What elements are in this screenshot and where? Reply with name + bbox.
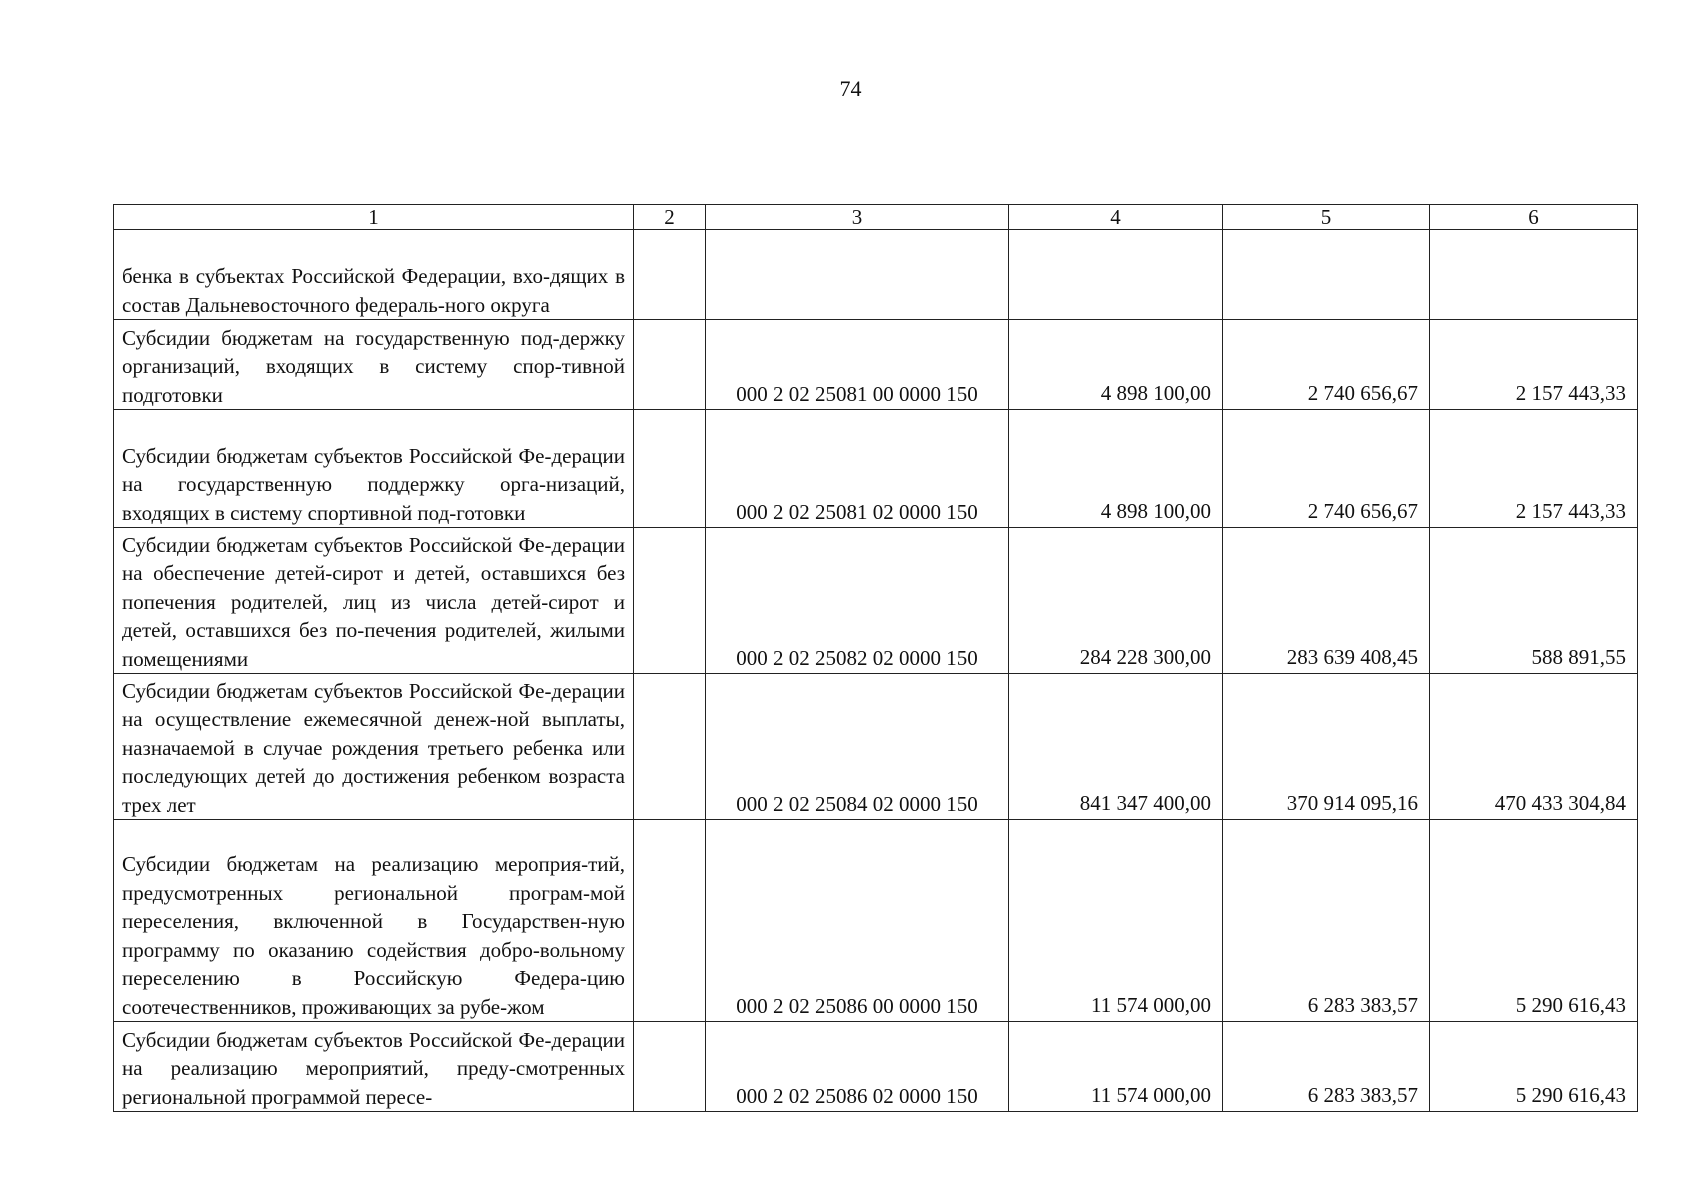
cell-col5: 2 740 656,67 <box>1223 320 1430 410</box>
table-row <box>114 528 1638 674</box>
column-header-6: 6 <box>1430 205 1638 230</box>
cell-col4: 284 228 300,00 <box>1009 528 1223 674</box>
column-header-5: 5 <box>1223 205 1430 230</box>
cell-name: Субсидии бюджетам субъектов Российской Фе-дерации на обеспечение детей-сирот и детей, оставшихся без попечения родителей, лиц из числа детей-сирот и детей, оставшихся без по-печения родителей, жилыми помещениями <box>114 528 634 674</box>
cell-col4: 4 898 100,00 <box>1009 410 1223 528</box>
header-row <box>114 205 1638 230</box>
cell-name: Субсидии бюджетам субъектов Российской Фе-дерации на государственную поддержку орга-низаций, входящих в систему спортивной под-готовки <box>114 410 634 528</box>
table-row <box>114 230 1638 320</box>
cell-col2 <box>634 320 706 410</box>
cell-col5: 6 283 383,57 <box>1223 820 1430 1022</box>
column-header-2: 2 <box>634 205 706 230</box>
cell-col5: 6 283 383,57 <box>1223 1022 1430 1112</box>
cell-code: 000 2 02 25082 02 0000 150 <box>706 528 1009 674</box>
table-row <box>114 410 1638 528</box>
cell-col6: 2 157 443,33 <box>1430 410 1638 528</box>
cell-code: 000 2 02 25081 00 0000 150 <box>706 320 1009 410</box>
cell-col6: 588 891,55 <box>1430 528 1638 674</box>
cell-col5 <box>1223 230 1430 320</box>
cell-code: 000 2 02 25086 00 0000 150 <box>706 820 1009 1022</box>
cell-col5: 2 740 656,67 <box>1223 410 1430 528</box>
cell-col4: 11 574 000,00 <box>1009 820 1223 1022</box>
column-header-1: 1 <box>114 205 634 230</box>
cell-code <box>706 230 1009 320</box>
cell-col2 <box>634 410 706 528</box>
cell-col4: 11 574 000,00 <box>1009 1022 1223 1112</box>
cell-col5: 283 639 408,45 <box>1223 528 1430 674</box>
cell-code: 000 2 02 25086 02 0000 150 <box>706 1022 1009 1112</box>
cell-col6: 470 433 304,84 <box>1430 674 1638 820</box>
cell-col2 <box>634 1022 706 1112</box>
cell-col4 <box>1009 230 1223 320</box>
cell-name: бенка в субъектах Российской Федерации, вхо-дящих в состав Дальневосточного федераль-ного округа <box>114 230 634 320</box>
table-header <box>114 205 1638 230</box>
cell-col4: 841 347 400,00 <box>1009 674 1223 820</box>
cell-col6: 5 290 616,43 <box>1430 1022 1638 1112</box>
cell-name: Субсидии бюджетам на реализацию мероприя-тий, предусмотренных региональной програм-мой переселения, включенной в Государствен-ную программу по оказанию содействия добро-вольному переселению в Российскую Федера-цию соотечественников, проживающих за рубе-жом <box>114 820 634 1022</box>
cell-col6: 5 290 616,43 <box>1430 820 1638 1022</box>
cell-col6 <box>1430 230 1638 320</box>
column-header-4: 4 <box>1009 205 1223 230</box>
table-row <box>114 320 1638 410</box>
cell-col5: 370 914 095,16 <box>1223 674 1430 820</box>
cell-col2 <box>634 674 706 820</box>
page-number: 74 <box>839 76 862 101</box>
table-row <box>114 674 1638 820</box>
cell-name: Субсидии бюджетам субъектов Российской Фе-дерации на реализацию мероприятий, преду-смотренных региональной программой пересе- <box>114 1022 634 1112</box>
cell-code: 000 2 02 25081 02 0000 150 <box>706 410 1009 528</box>
cell-col6: 2 157 443,33 <box>1430 320 1638 410</box>
budget-table <box>113 204 1638 1112</box>
cell-col2 <box>634 528 706 674</box>
cell-code: 000 2 02 25084 02 0000 150 <box>706 674 1009 820</box>
table-row <box>114 820 1638 1022</box>
cell-col2 <box>634 820 706 1022</box>
table-body <box>114 230 1638 1112</box>
column-header-3: 3 <box>706 205 1009 230</box>
cell-name: Субсидии бюджетам на государственную под-держку организаций, входящих в систему спор-тивной подготовки <box>114 320 634 410</box>
cell-col2 <box>634 230 706 320</box>
table-row <box>114 1022 1638 1112</box>
cell-name: Субсидии бюджетам субъектов Российской Фе-дерации на осуществление ежемесячной денеж-ной выплаты, назначаемой в случае рождения третьего ребенка или последующих детей до достижения ребенком возраста трех лет <box>114 674 634 820</box>
cell-col4: 4 898 100,00 <box>1009 320 1223 410</box>
